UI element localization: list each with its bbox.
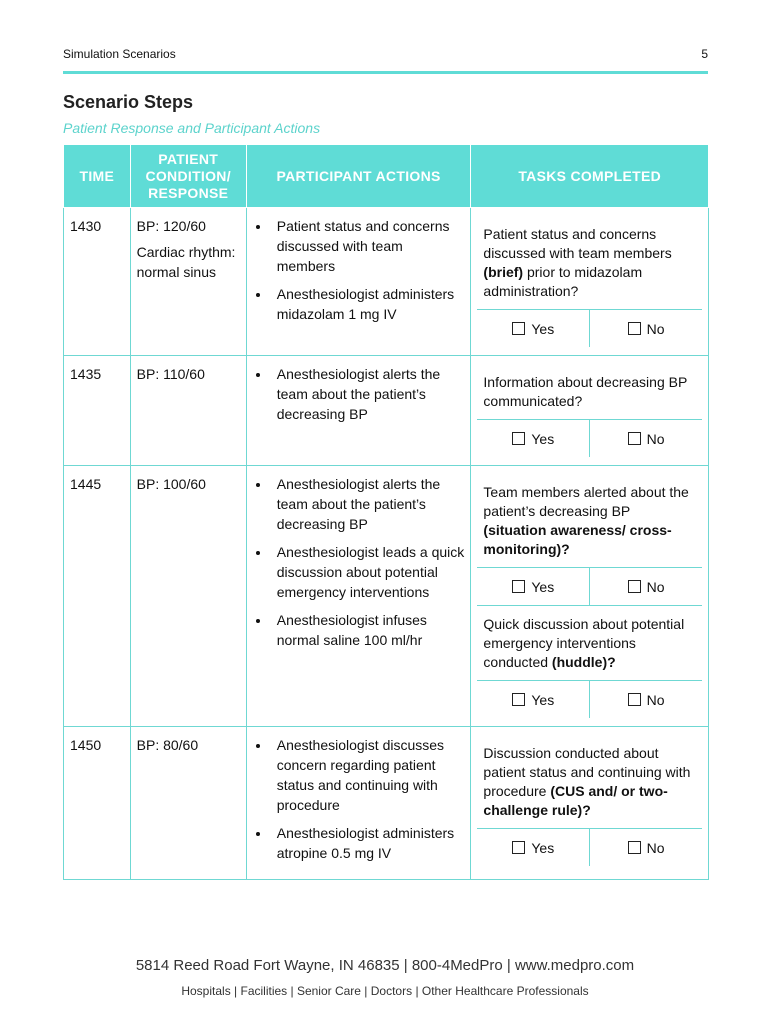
- actions-list: [253, 364, 465, 424]
- task-text: Discussion conducted about patient status and continuing with procedure: [483, 745, 691, 799]
- yes-option[interactable]: [477, 310, 589, 347]
- footer-services: Hospitals | Facilities | Senior Care | Doctors | Other Healthcare Professionals: [181, 984, 589, 998]
- tasks-completed-cell: [471, 208, 709, 356]
- task-concept: (CUS and/ or two-challenge rule)?: [483, 783, 668, 818]
- patient-condition-cell: [130, 727, 246, 880]
- no-label: No: [646, 578, 665, 595]
- task-text: Information about decreasing BP communicated?: [483, 374, 688, 409]
- participant-actions-cell: [246, 356, 471, 466]
- yes-option[interactable]: [477, 568, 589, 605]
- tasks-completed-cell: [471, 356, 709, 466]
- page-number: 5: [701, 47, 708, 61]
- actions-list: [253, 216, 465, 324]
- header-participant-actions: PARTICIPANT ACTIONS: [246, 145, 471, 208]
- no-label: No: [646, 320, 665, 337]
- action-item: • Anesthesiologist administers atropine 0.5 mg IV: [271, 823, 465, 863]
- table-header-row: [64, 145, 709, 208]
- participant-actions-cell: [246, 208, 471, 356]
- header-title: Simulation Scenarios: [63, 47, 176, 61]
- participant-actions-cell: [246, 466, 471, 727]
- no-option[interactable]: [589, 829, 702, 866]
- yes-checkbox[interactable]: [512, 841, 525, 854]
- no-option[interactable]: [589, 681, 702, 718]
- page-header: [63, 47, 708, 65]
- action-item: • Anesthesiologist alerts the team about the patient’s decreasing BP: [271, 474, 465, 534]
- task-text: Patient status and concerns discussed with team members: [483, 226, 672, 261]
- task-concept: (huddle)?: [551, 654, 616, 670]
- task-question: [477, 606, 702, 680]
- no-label: No: [646, 691, 665, 708]
- table-row: [64, 466, 709, 727]
- tasks-completed-cell: [471, 727, 709, 880]
- patient-condition-text: BP: 110/60: [136, 366, 205, 382]
- task-text: Quick discussion about potential emergency interventions conducted: [483, 616, 685, 670]
- action-item: • Anesthesiologist alerts the team about the patient’s decreasing BP: [271, 364, 465, 424]
- task-block: [477, 216, 702, 347]
- time-cell: 1435: [64, 356, 131, 466]
- actions-list: [253, 474, 465, 650]
- yes-label: Yes: [531, 691, 555, 708]
- patient-condition-text: BP: 80/60: [136, 737, 199, 753]
- task-concept: (situation awareness/ cross-monitoring)?: [483, 522, 672, 557]
- no-label: No: [646, 430, 665, 447]
- patient-condition-cell: [130, 466, 246, 727]
- yes-checkbox[interactable]: [512, 580, 525, 593]
- time-cell: 1445: [64, 466, 131, 727]
- header-rule: [63, 71, 708, 74]
- yes-no-row: [477, 309, 702, 347]
- yes-option[interactable]: [477, 420, 589, 457]
- yes-option[interactable]: [477, 681, 589, 718]
- time-cell: 1450: [64, 727, 131, 880]
- section-subtitle: Patient Response and Participant Actions: [63, 120, 321, 136]
- task-block: [477, 735, 702, 866]
- task-block: [477, 474, 702, 605]
- table-row: [64, 356, 709, 466]
- tasks-completed-cell: [471, 466, 709, 727]
- yes-label: Yes: [531, 430, 555, 447]
- yes-checkbox[interactable]: [512, 322, 525, 335]
- footer-address: 5814 Reed Road Fort Wayne, IN 46835 | 800-4MedPro | www.medpro.com: [135, 957, 635, 974]
- section-title: Scenario Steps: [63, 92, 194, 112]
- yes-no-row: [477, 828, 702, 866]
- no-checkbox[interactable]: [628, 841, 641, 854]
- task-block: [477, 605, 702, 718]
- no-checkbox[interactable]: [628, 693, 641, 706]
- yes-option[interactable]: [477, 829, 589, 866]
- patient-condition-cell: [130, 208, 246, 356]
- table-row: [64, 208, 709, 356]
- patient-condition-text: BP: 120/60: [136, 218, 206, 234]
- actions-list: [253, 735, 465, 863]
- action-item: • Anesthesiologist infuses normal saline 100 ml/hr: [271, 610, 465, 650]
- task-text: Team members alerted about the patient’s decreasing BP: [483, 484, 689, 519]
- action-item: • Anesthesiologist discusses concern regarding patient status and continuing with procedure: [271, 735, 465, 815]
- no-label: No: [646, 839, 665, 856]
- action-item: • Patient status and concerns discussed with team members: [271, 216, 465, 276]
- yes-no-row: [477, 680, 702, 718]
- header-patient-condition: PATIENT CONDITION/ RESPONSE: [130, 145, 246, 208]
- task-question: [477, 474, 702, 567]
- patient-condition-text: Cardiac rhythm: normal sinus: [136, 244, 236, 280]
- no-option[interactable]: [589, 420, 702, 457]
- yes-no-row: [477, 419, 702, 457]
- task-question: [477, 216, 702, 309]
- yes-label: Yes: [531, 578, 555, 595]
- action-item: • Anesthesiologist leads a quick discussion about potential emergency interventions: [271, 542, 465, 602]
- no-checkbox[interactable]: [628, 432, 641, 445]
- task-text-suffix: prior to midazolam administration?: [483, 264, 643, 299]
- table-row: [64, 727, 709, 880]
- no-checkbox[interactable]: [628, 580, 641, 593]
- task-question: [477, 364, 702, 419]
- task-concept: (brief): [483, 264, 524, 280]
- action-item: • Anesthesiologist administers midazolam 1 mg IV: [271, 284, 465, 324]
- yes-label: Yes: [531, 320, 555, 337]
- yes-checkbox[interactable]: [512, 432, 525, 445]
- yes-label: Yes: [531, 839, 555, 856]
- no-option[interactable]: [589, 310, 702, 347]
- header-tasks-completed: TASKS COMPLETED: [471, 145, 709, 208]
- patient-condition-cell: [130, 356, 246, 466]
- yes-no-row: [477, 567, 702, 605]
- time-cell: 1430: [64, 208, 131, 356]
- header-time: TIME: [64, 145, 131, 208]
- patient-condition-text: BP: 100/60: [136, 476, 206, 492]
- yes-checkbox[interactable]: [512, 693, 525, 706]
- task-block: [477, 364, 702, 457]
- task-question: [477, 735, 702, 828]
- scenario-steps-table: [63, 144, 709, 880]
- no-option[interactable]: [589, 568, 702, 605]
- participant-actions-cell: [246, 727, 471, 880]
- no-checkbox[interactable]: [628, 322, 641, 335]
